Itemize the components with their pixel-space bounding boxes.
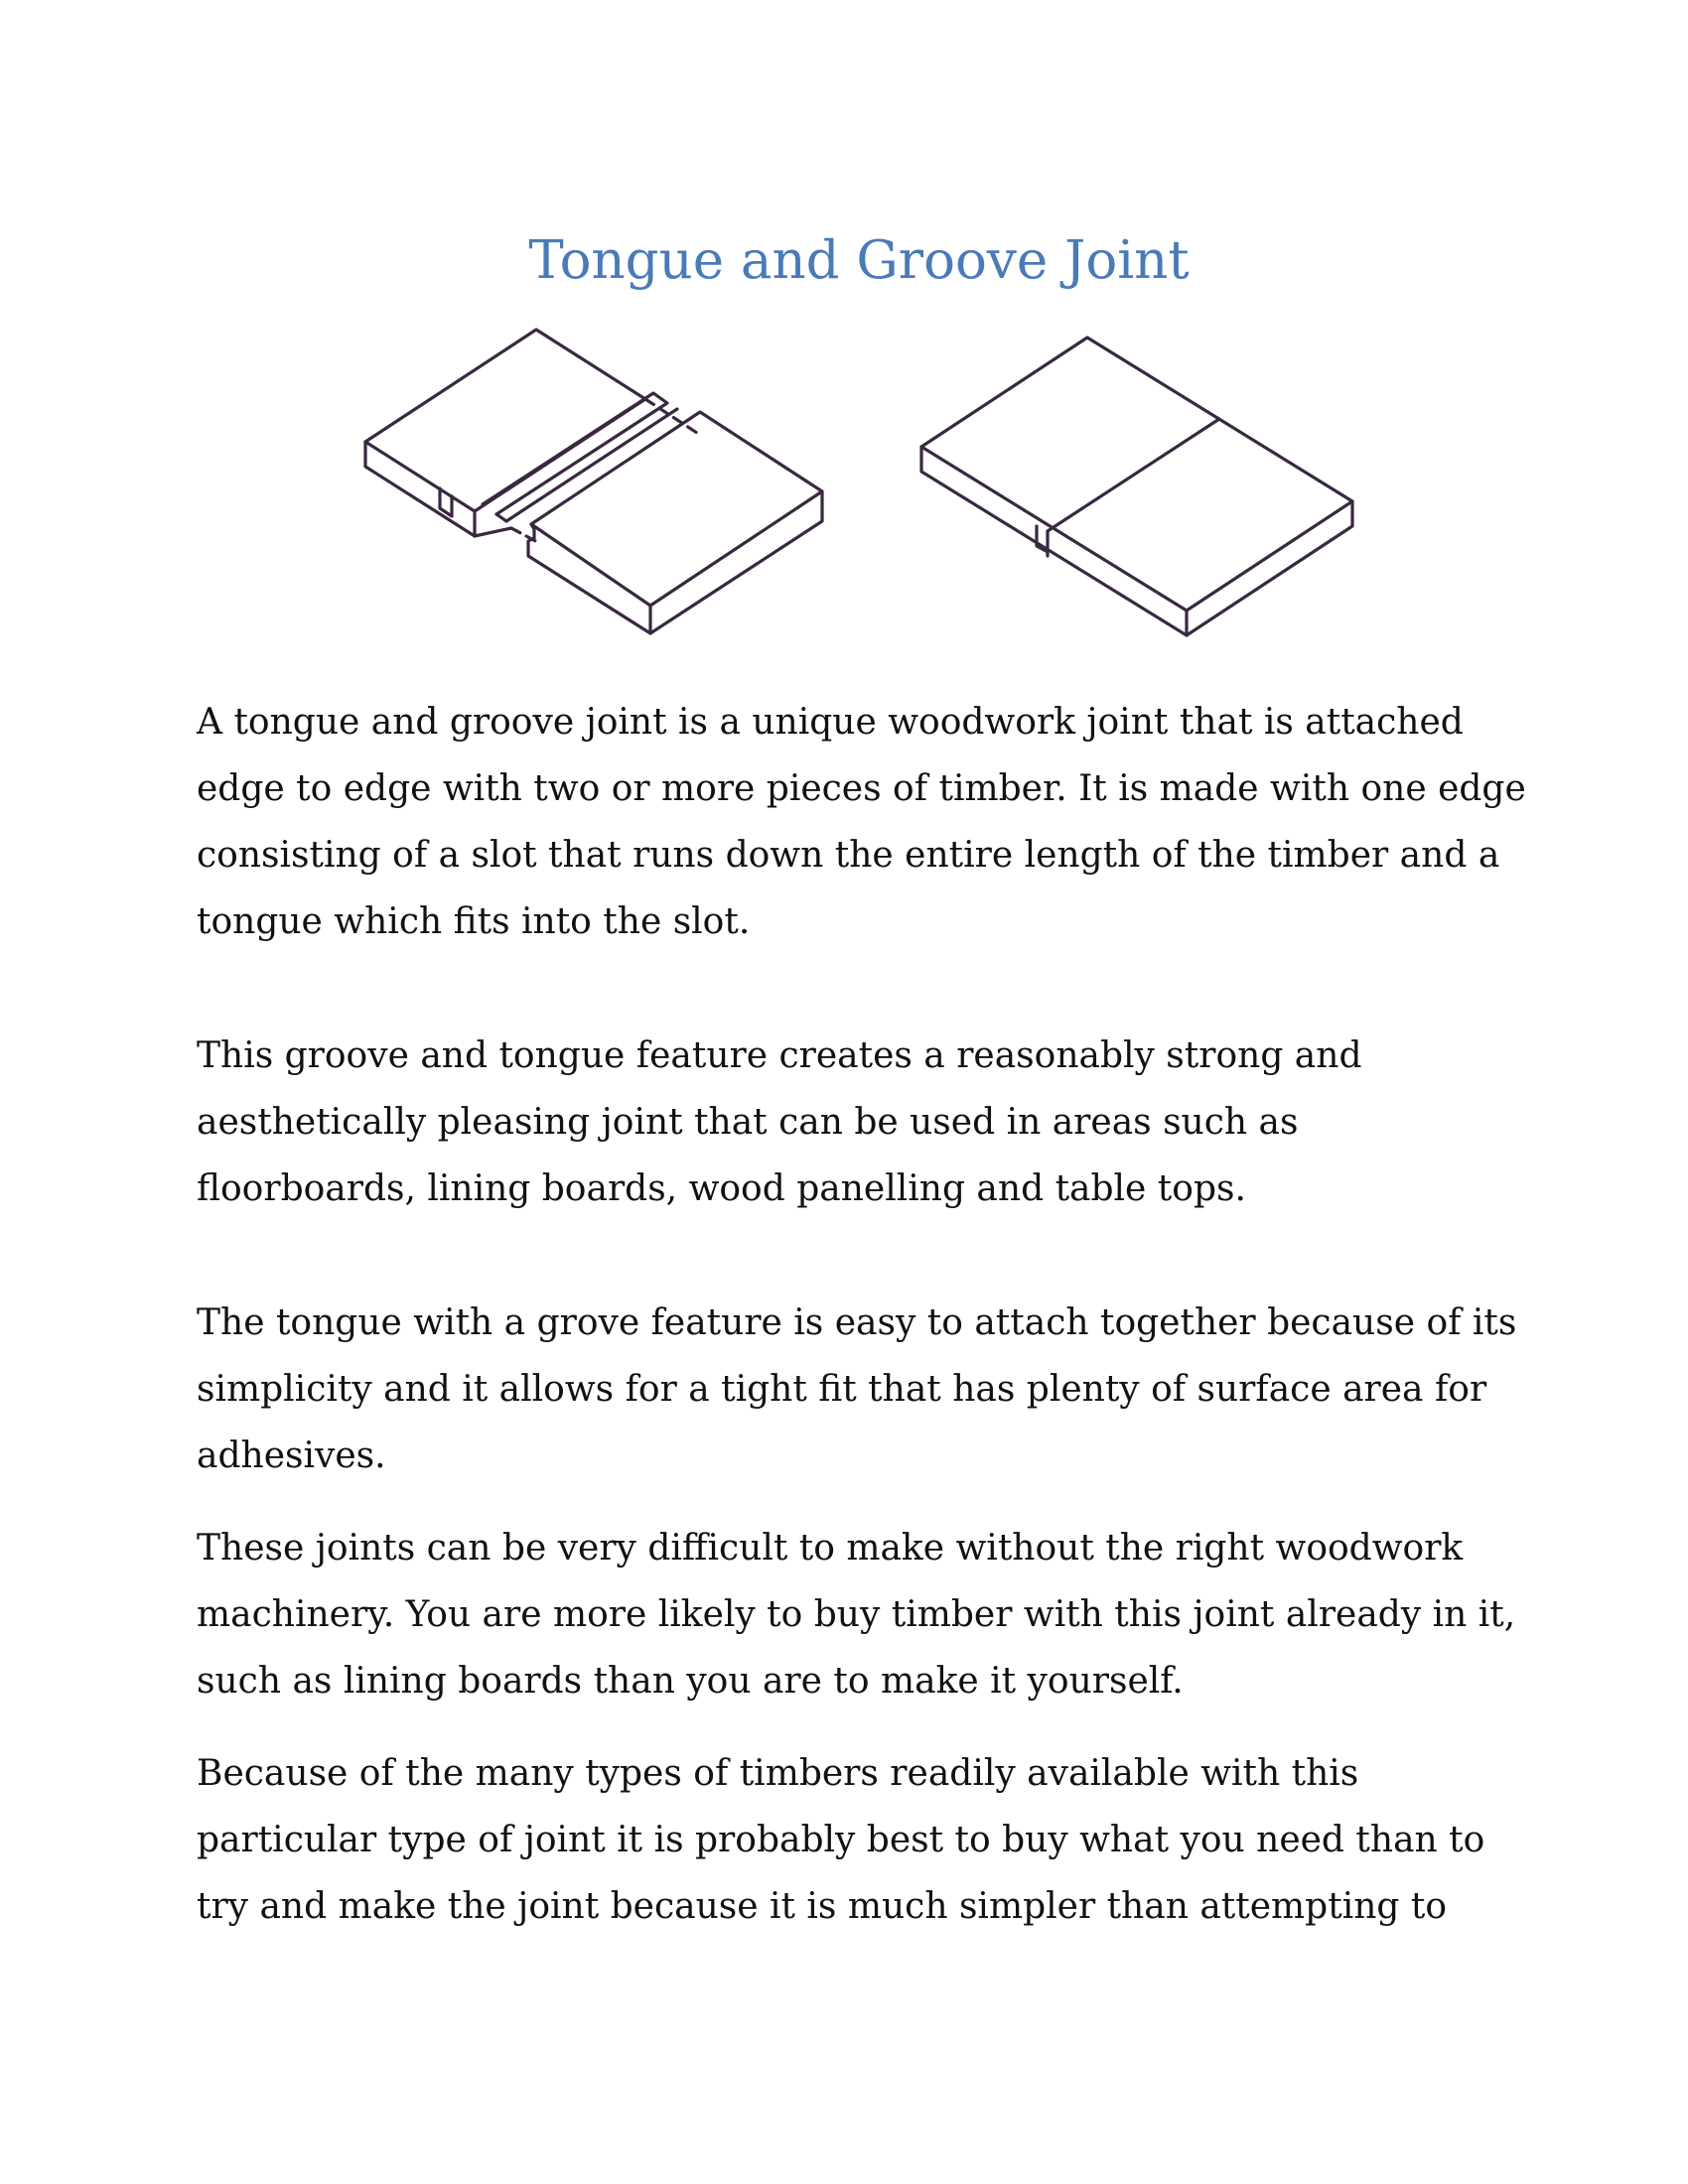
tongue-and-groove-separated-boards-icon <box>365 330 822 633</box>
paragraph-2: This groove and tongue feature creates a reasonably strong and aesthetically pleasing joint that can be used in areas such as floorboards, lining boards, wood panelling and table tops. <box>197 1035 1362 1209</box>
joint-illustration <box>348 318 1390 645</box>
tongue-and-groove-joined-boards-icon <box>921 338 1352 635</box>
paragraph-4: These joints can be very difficult to make without the right woodwork machinery. You are more likely to buy timber with this joint already in it, such as lining boards than you are to make it yourself. <box>197 1528 1516 1702</box>
paragraph-1: A tongue and groove joint is a unique woodwork joint that is attached edge to edge with two or more pieces of timber. It is made with one edge consisting of a slot that runs down the entire length of the timber and a tongue which fits into the slot. <box>197 702 1526 942</box>
paragraph-5: Because of the many types of timbers readily available with this particular type of joint it is probably best to buy what you need than to try and make the joint because it is much simpler than attempting to <box>197 1753 1485 1927</box>
page-title: Tongue and Groove Joint <box>528 230 1190 291</box>
paragraph-3: The tongue with a grove feature is easy to attach together because of its simplicity and it allows for a tight fit that has plenty of surface area for adhesives. <box>197 1302 1517 1476</box>
